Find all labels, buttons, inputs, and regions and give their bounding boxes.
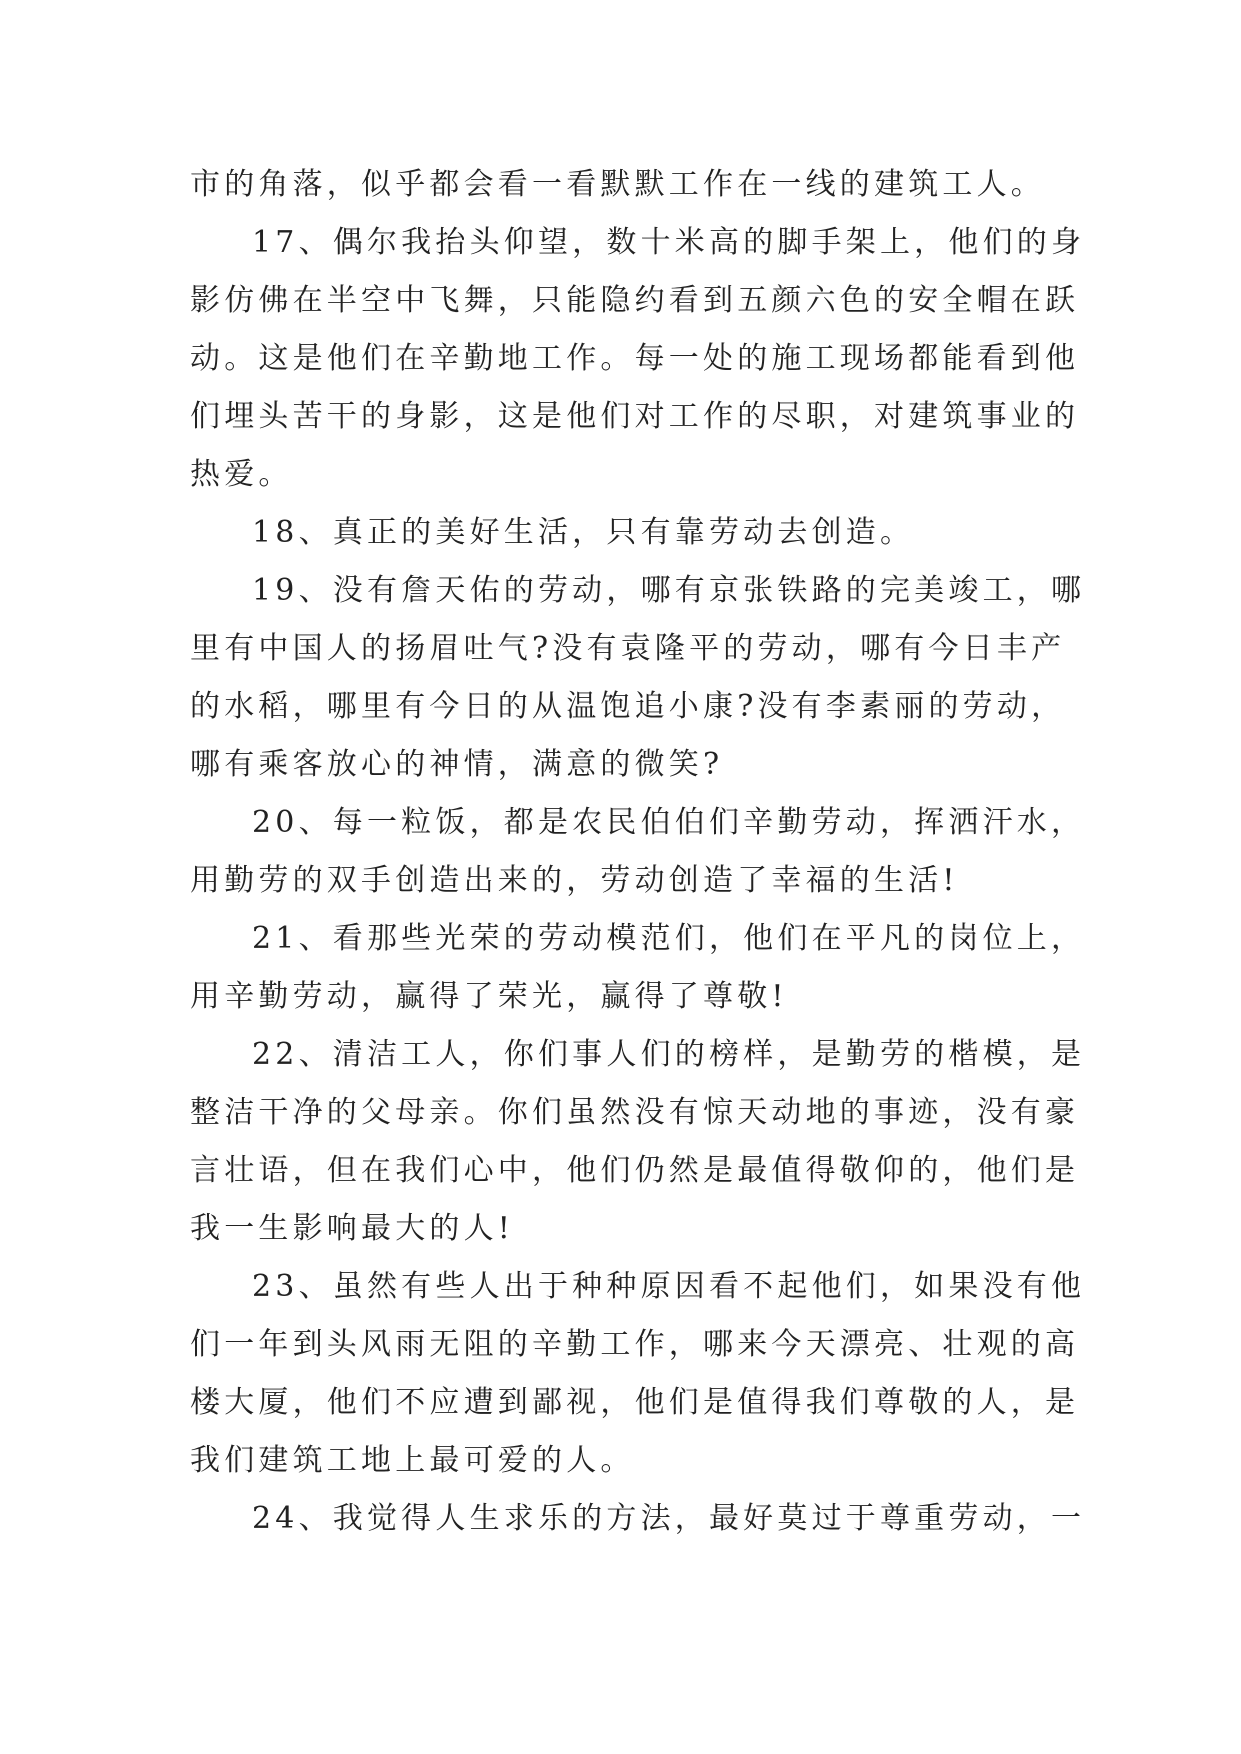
text-line: 哪有乘客放心的神情，满意的微笑? bbox=[190, 747, 724, 782]
text-line: 们一年到头风雨无阻的辛勤工作，哪来今天漂亮、壮观的高 bbox=[190, 1327, 1080, 1362]
text-line: 我一生影响最大的人! bbox=[190, 1211, 515, 1246]
text-line: 我们建筑工地上最可爱的人。 bbox=[190, 1443, 635, 1478]
text-line: 里有中国人的扬眉吐气?没有袁隆平的劳动，哪有今日丰产 bbox=[190, 631, 1066, 666]
text-line: 用勤劳的双手创造出来的，劳动创造了幸福的生活! bbox=[190, 863, 959, 898]
text-line: 热爱。 bbox=[190, 457, 293, 492]
body-text bbox=[190, 156, 1086, 1548]
text-line: 18、真正的美好生活，只有靠劳动去创造。 bbox=[252, 515, 915, 550]
text-line: 20、每一粒饭，都是农民伯伯们辛勤劳动，挥洒汗水， bbox=[252, 805, 1086, 840]
text-line: 整洁干净的父母亲。你们虽然没有惊天动地的事迹，没有豪 bbox=[190, 1095, 1080, 1130]
text-line: 们埋头苦干的身影，这是他们对工作的尽职，对建筑事业的 bbox=[190, 399, 1080, 434]
text-line: 21、看那些光荣的劳动模范们，他们在平凡的岗位上， bbox=[252, 921, 1086, 956]
text-line: 17、偶尔我抬头仰望，数十米高的脚手架上，他们的身 bbox=[252, 225, 1086, 260]
text-line: 23、虽然有些人出于种种原因看不起他们，如果没有他 bbox=[252, 1269, 1086, 1304]
text-line: 楼大厦，他们不应遭到鄙视，他们是值得我们尊敬的人，是 bbox=[190, 1385, 1080, 1420]
text-line: 言壮语，但在我们心中，他们仍然是最值得敬仰的，他们是 bbox=[190, 1153, 1080, 1188]
text-line: 市的角落，似乎都会看一看默默工作在一线的建筑工人。 bbox=[190, 167, 1045, 202]
text-line: 22、清洁工人，你们事人们的榜样，是勤劳的楷模，是 bbox=[252, 1037, 1086, 1072]
text-line: 19、没有詹天佑的劳动，哪有京张铁路的完美竣工，哪 bbox=[252, 573, 1086, 608]
text-line: 24、我觉得人生求乐的方法，最好莫过于尊重劳动，一 bbox=[252, 1501, 1086, 1536]
text-line: 用辛勤劳动，赢得了荣光，赢得了尊敬! bbox=[190, 979, 788, 1014]
text-line: 动。这是他们在辛勤地工作。每一处的施工现场都能看到他 bbox=[190, 341, 1080, 376]
text-line: 的水稻，哪里有今日的从温饱追小康?没有李素丽的劳动， bbox=[190, 689, 1066, 724]
text-line: 影仿佛在半空中飞舞，只能隐约看到五颜六色的安全帽在跃 bbox=[190, 283, 1080, 318]
